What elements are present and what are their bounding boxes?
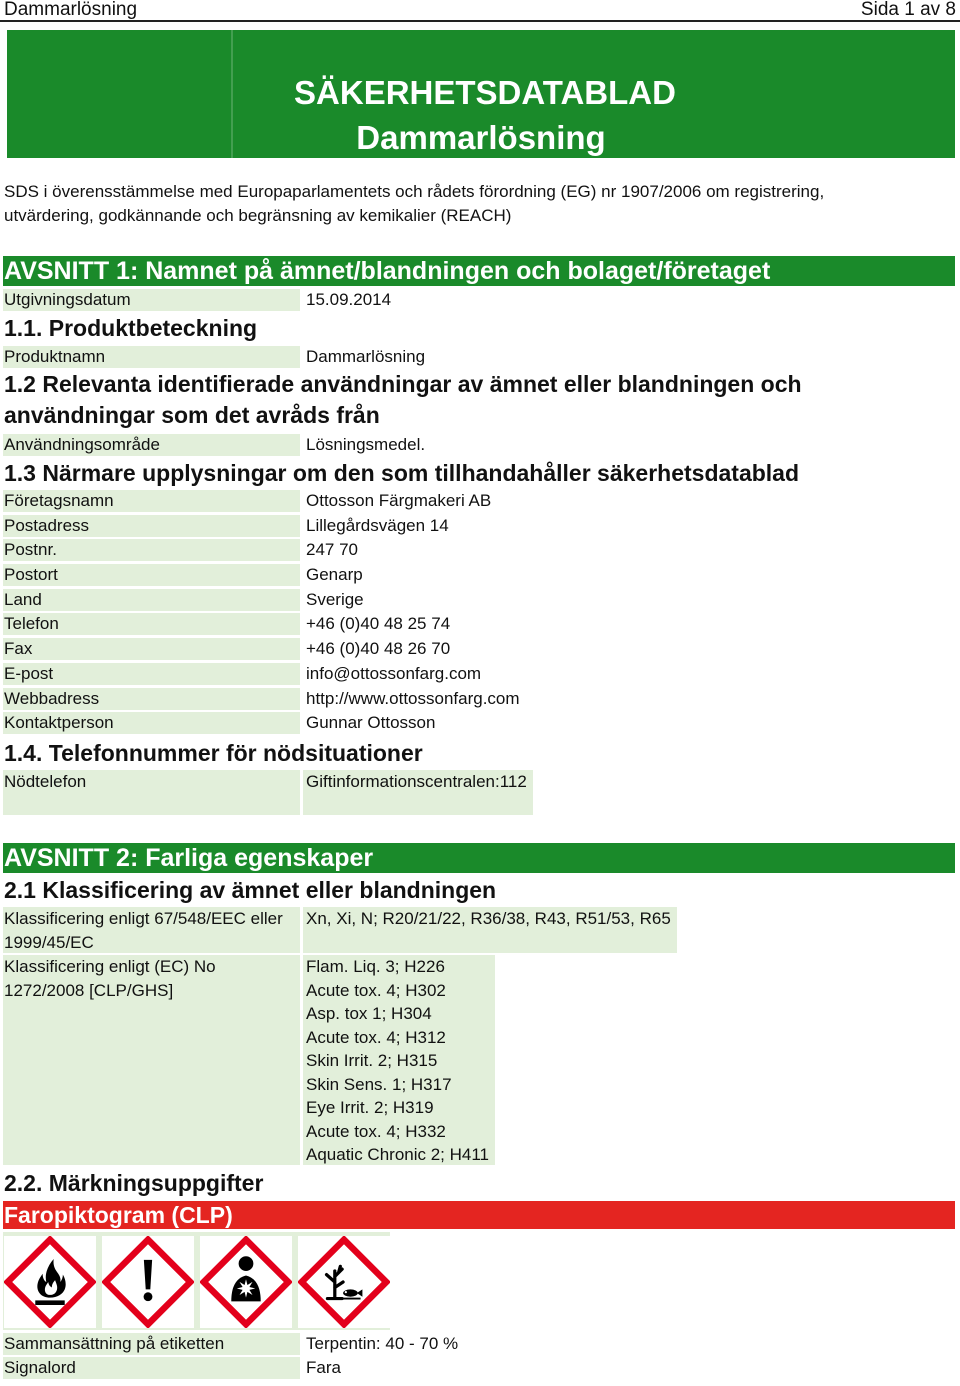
supplier-details — [0, 490, 960, 737]
clp-classification-label: Klassificering enligt (EC) No 1272/2008 [CLP/GHS] — [3, 955, 300, 1165]
exclamation-pictogram — [102, 1236, 194, 1328]
hazard-statement: Asp. tox 1; H304 — [306, 1004, 432, 1023]
hazard-statement: Aquatic Chronic 2; H411 — [306, 1145, 490, 1164]
issue-date-value: 15.09.2014 — [306, 290, 392, 309]
signal-word-value: Fara — [306, 1358, 341, 1377]
header-document-name: Dammarlösning — [4, 0, 138, 20]
heading-1-2: 1.2 Relevanta identifierade användningar av ämnet eller blandningen och användningar som det avråds från — [4, 371, 802, 428]
regulation-statement: SDS i överensstämmelse med Europaparlamentets och rådets förordning (EG) nr 1907/2006 om registrering, utvärdering, godkännande och begränsning av kemikalier (REACH) — [4, 182, 825, 225]
supplier-label: Postort — [3, 564, 300, 586]
supplier-value: Genarp — [306, 565, 363, 585]
supplier-row-phone — [0, 613, 960, 638]
heading-1-3: 1.3 Närmare upplysningar om den som tillhandahåller säkerhetsdatablad — [4, 460, 800, 486]
hazard-statement: Eye Irrit. 2; H319 — [306, 1098, 434, 1117]
supplier-value: Ottosson Färgmakeri AB — [306, 491, 492, 510]
banner-product-name: Dammarlösning — [356, 119, 606, 156]
supplier-row-city — [0, 564, 960, 589]
exclamation-mark-icon — [102, 1236, 194, 1328]
pictogram-header: Faropiktogram (CLP) — [3, 1201, 955, 1229]
health-hazard-pictogram — [200, 1236, 292, 1328]
supplier-label: Postadress — [3, 515, 300, 537]
hazard-statement: Flam. Liq. 3; H226 — [306, 957, 445, 976]
hazard-statement: Skin Irrit. 2; H315 — [306, 1051, 438, 1070]
heading-2-2: 2.2. Märkningsuppgifter — [4, 1170, 264, 1196]
signal-word-row — [0, 1357, 960, 1379]
clp-classification-values — [303, 955, 495, 1165]
flame-pictogram — [4, 1236, 96, 1328]
supplier-row-postcode — [0, 539, 960, 564]
supplier-value: +46 (0)40 48 25 74 — [306, 614, 451, 634]
dsd-classification-label: Klassificering enligt 67/548/EEC eller 1999/45/EC — [3, 907, 300, 953]
emergency-phone-value: Giftinformationscentralen:112 — [303, 770, 533, 815]
document-title: SÄKERHETSDATABLAD — [294, 74, 676, 111]
supplier-label: Webbadress — [3, 688, 300, 710]
health-hazard-icon — [200, 1236, 292, 1328]
heading-1-4: 1.4. Telefonnummer för nödsituationer — [4, 740, 423, 766]
heading-1-1: 1.1. Produktbeteckning — [4, 315, 258, 341]
header-page-indicator: Sida 1 av 8 — [860, 0, 956, 20]
supplier-label: Företagsnamn — [3, 490, 300, 512]
supplier-label: Telefon — [3, 613, 300, 635]
hazard-statement: Acute tox. 4; H302 — [306, 980, 446, 1000]
supplier-label: Postnr. — [3, 539, 300, 561]
composition-row — [0, 1333, 960, 1355]
signal-word-label: Signalord — [3, 1357, 300, 1379]
flame-icon — [4, 1236, 96, 1328]
supplier-row-contact — [0, 712, 960, 737]
environment-icon — [298, 1236, 390, 1328]
dsd-classification-value: Xn, Xi, N; R20/21/22, R36/38, R43, R51/53, R65 — [303, 907, 677, 953]
composition-label: Sammansättning på etiketten — [3, 1333, 300, 1355]
dsd-classification-row — [0, 907, 960, 953]
issue-date-label: Utgivningsdatum — [3, 289, 300, 311]
product-name-label: Produktnamn — [3, 346, 300, 368]
supplier-label: E-post — [3, 663, 300, 685]
section-2-header: AVSNITT 2: Farliga egenskaper — [3, 843, 955, 873]
product-name-value: Dammarlösning — [306, 347, 426, 366]
email-link[interactable]: info@ottossonfarg.com — [306, 663, 482, 683]
supplier-row-fax — [0, 638, 960, 663]
composition-value: Terpentin: 40 - 70 % — [306, 1334, 459, 1353]
issue-date-row — [0, 289, 960, 311]
supplier-value: +46 (0)40 48 26 70 — [306, 639, 451, 659]
supplier-label: Land — [3, 589, 300, 611]
use-area-row — [0, 434, 960, 456]
supplier-row-address — [0, 515, 960, 540]
title-banner — [7, 30, 955, 158]
supplier-value: Gunnar Ottosson — [306, 713, 436, 733]
supplier-label: Kontaktperson — [3, 712, 300, 734]
page-header — [0, 0, 960, 22]
section-1-header: AVSNITT 1: Namnet på ämnet/blandningen och bolaget/företaget — [3, 256, 955, 286]
supplier-value: 247 70 — [306, 540, 358, 560]
supplier-row-website — [0, 688, 960, 713]
environment-pictogram — [298, 1236, 390, 1328]
use-area-value: Lösningsmedel. — [306, 435, 426, 454]
supplier-label: Fax — [3, 638, 300, 660]
heading-2-1: 2.1 Klassificering av ämnet eller blandningen — [4, 877, 497, 903]
supplier-row-country — [0, 589, 960, 614]
hazard-statement: Acute tox. 4; H332 — [306, 1121, 446, 1141]
product-name-row — [0, 346, 960, 368]
supplier-row-email — [0, 663, 960, 688]
use-area-label: Användningsområde — [3, 434, 300, 456]
emergency-phone-label: Nödtelefon — [3, 770, 300, 815]
website-link[interactable]: http://www.ottossonfarg.com — [306, 688, 520, 708]
hazard-statement: Skin Sens. 1; H317 — [306, 1074, 452, 1094]
supplier-row-company — [0, 490, 960, 515]
supplier-value: Lillegårdsvägen 14 — [306, 515, 449, 535]
supplier-value: Sverige — [306, 589, 364, 609]
hazard-pictograms — [3, 1232, 390, 1330]
hazard-statement: Acute tox. 4; H312 — [306, 1027, 446, 1047]
emergency-phone-row — [0, 770, 960, 815]
clp-classification-row — [0, 955, 960, 1165]
